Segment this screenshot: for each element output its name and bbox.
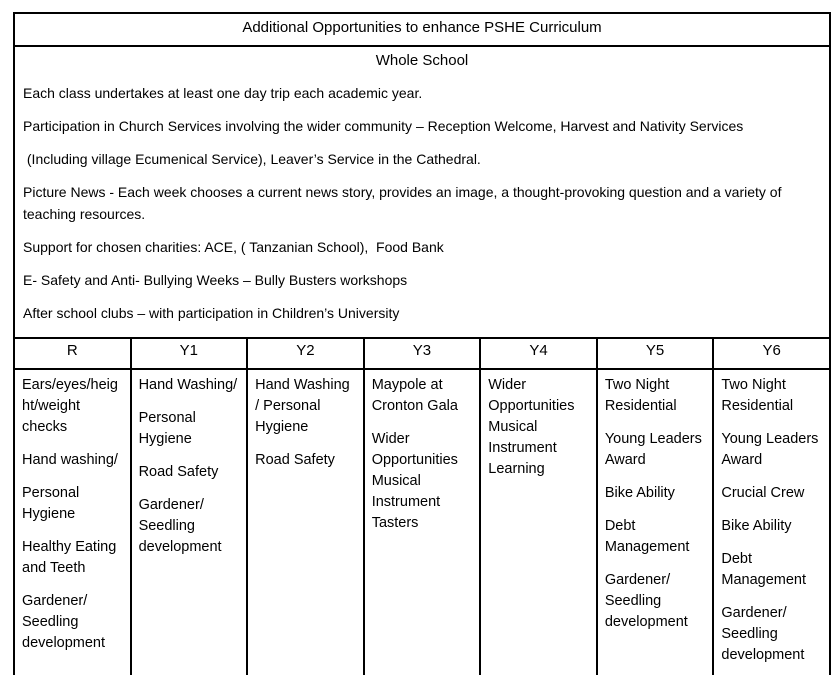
paragraph-church-services: Participation in Church Services involving the wider community – Reception Welcome, Harvest and Nativity Services — [23, 118, 744, 134]
year-header-y4: Y4 — [480, 338, 597, 369]
year-cell-r — [14, 369, 131, 675]
year-cell-y1 — [131, 369, 248, 675]
year-cell-y3 — [364, 369, 481, 675]
curriculum-item: Personal Hygiene — [22, 485, 84, 522]
curriculum-item: Gardener/ Seedling development — [138, 497, 222, 555]
year-header-y2: Y2 — [247, 338, 364, 369]
year-header-y5: Y5 — [597, 338, 714, 369]
paragraph-charities: Support for chosen charities: ACE, ( Tanzanian School), Food Bank — [23, 239, 444, 255]
curriculum-item: Maypole at Cronton Gala — [371, 377, 458, 414]
paragraph-ecumenical-service: (Including village Ecumenical Service), Leaver’s Service in the Cathedral. — [23, 151, 481, 167]
curriculum-item: Two Night Residential — [604, 377, 677, 414]
whole-school-row — [14, 46, 830, 338]
year-cell-y6 — [713, 369, 830, 675]
whole-school-cell — [14, 46, 830, 338]
year-cell-y4 — [480, 369, 597, 675]
curriculum-item: Hand washing/ — [22, 452, 118, 468]
curriculum-item: Gardener/ Seedling development — [604, 572, 688, 630]
document-title: Additional Opportunities to enhance PSHE Curriculum — [14, 13, 830, 46]
curriculum-item: Debt Management — [721, 551, 807, 588]
paragraph-esafety: E- Safety and Anti- Bullying Weeks – Bully Busters workshops — [23, 272, 408, 288]
curriculum-table — [13, 12, 831, 675]
whole-school-heading: Whole School — [375, 52, 469, 69]
curriculum-item: Bike Ability — [721, 518, 792, 534]
year-body-row — [14, 369, 830, 675]
curriculum-item: Crucial Crew — [721, 485, 805, 501]
curriculum-item: Debt Management — [604, 518, 690, 555]
curriculum-item: Two Night Residential — [721, 377, 794, 414]
curriculum-item: Gardener/ Seedling development — [22, 593, 106, 651]
year-header-y3: Y3 — [364, 338, 481, 369]
curriculum-item: Ears/eyes/height/weight checks — [22, 377, 118, 435]
curriculum-item: Young Leaders Award — [721, 431, 822, 468]
curriculum-item: Bike Ability — [604, 485, 675, 501]
curriculum-item: Healthy Eating and Teeth — [22, 539, 121, 576]
curriculum-item: Road Safety — [255, 452, 335, 468]
year-header-y6: Y6 — [713, 338, 830, 369]
title-row — [14, 13, 830, 46]
curriculum-item: Road Safety — [138, 464, 219, 480]
paragraph-picture-news: Picture News - Each week chooses a current news story, provides an image, a thought-provoking question and a variety of teaching resources. — [23, 184, 786, 222]
year-header-r: R — [14, 338, 131, 369]
year-cell-y2 — [247, 369, 364, 675]
curriculum-item: Hand Washing/ — [138, 377, 238, 393]
curriculum-item: Wider Opportunities Musical Instrument Learning — [488, 377, 579, 477]
curriculum-item: Gardener/ Seedling development — [721, 605, 805, 663]
year-header-row — [14, 338, 830, 369]
curriculum-item: Young Leaders Award — [604, 431, 706, 468]
paragraph-after-school-clubs: After school clubs – with participation in Children’s University — [23, 305, 400, 321]
curriculum-item: Wider Opportunities Musical Instrument Tasters — [371, 431, 462, 531]
curriculum-item: Personal Hygiene — [138, 410, 200, 447]
paragraph-day-trips: Each class undertakes at least one day trip each academic year. — [23, 85, 423, 101]
year-header-y1: Y1 — [131, 338, 248, 369]
year-cell-y5 — [597, 369, 714, 675]
curriculum-item: Hand Washing / Personal Hygiene — [255, 377, 354, 435]
